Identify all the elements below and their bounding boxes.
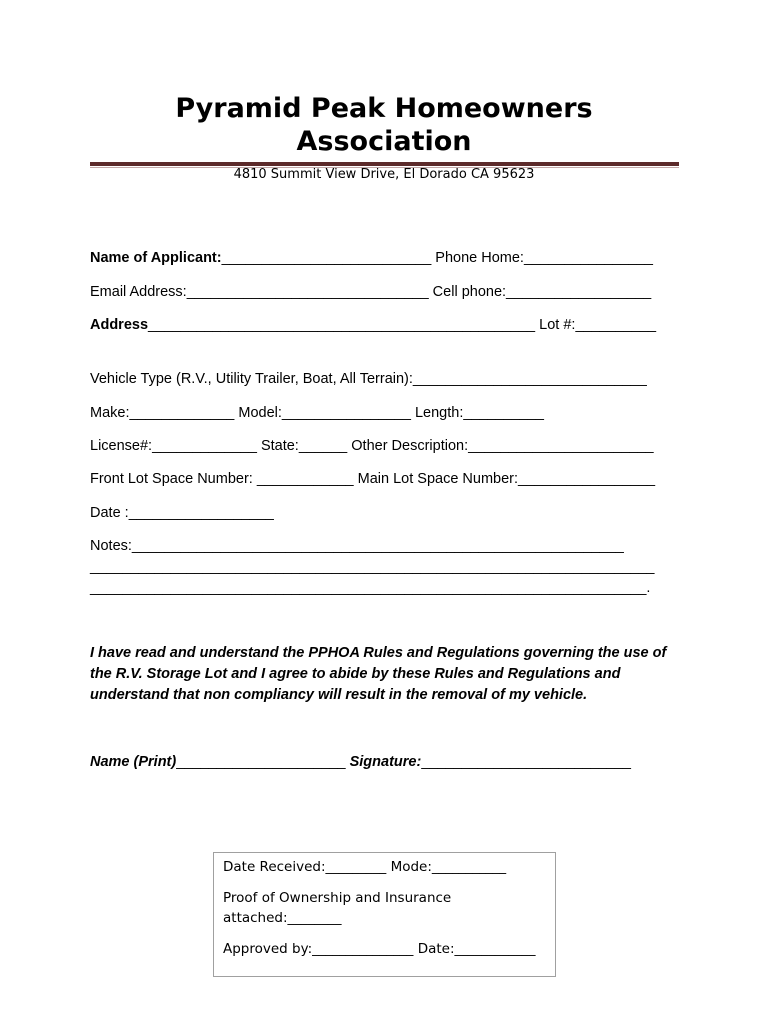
make-model-row	[90, 403, 680, 423]
name-print-label: Name (Print)	[90, 754, 177, 770]
signature-label: Signature:	[345, 754, 422, 770]
cell-phone-field[interactable]: __________________	[506, 284, 652, 300]
vehicle-type-label: Vehicle Type (R.V., Utility Trailer, Boat, All Terrain):	[90, 371, 413, 387]
signoff-row	[90, 752, 680, 772]
date-field[interactable]: __________________	[128, 505, 274, 521]
date-label: Date :	[90, 505, 129, 521]
length-label: Length:	[410, 405, 464, 421]
make-label: Make:	[90, 405, 130, 421]
email-label: Email Address:	[90, 284, 187, 300]
address-row	[90, 315, 680, 336]
state-field[interactable]: ______	[298, 438, 348, 454]
main-lot-label: Main Lot Space Number:	[353, 471, 519, 487]
header-divider	[90, 162, 679, 166]
other-description-label: Other Description:	[347, 438, 469, 454]
approved-by-line[interactable]: Approved by:_______________ Date:____________	[223, 941, 536, 957]
proof-of-ownership-line[interactable]: Proof of Ownership and Insurance attached:________	[223, 890, 452, 926]
address-label: Address	[90, 317, 149, 333]
model-label: Model:	[234, 405, 282, 421]
make-field[interactable]: _____________	[129, 405, 235, 421]
notes-field-line-3[interactable]: _____________________________________________________________________.	[90, 580, 651, 596]
applicant-label: Name of Applicant:	[90, 250, 222, 266]
phone-home-field[interactable]: ________________	[523, 250, 653, 266]
association-address: 4810 Summit View Drive, El Dorado CA 95623	[233, 167, 535, 182]
applicant-row	[90, 248, 680, 268]
rules-declaration: I have read and understand the PPHOA Rules and Regulations governing the use of the R.V. Storage Lot and I agree to abide by these Rules and Regulations and understand that non compliancy will result in the removal of my vehicle.	[90, 645, 667, 703]
state-label: State:	[256, 438, 299, 454]
notes-field-line-2[interactable]: ______________________________________________________________________	[90, 559, 655, 575]
lot-label: Lot #:	[535, 317, 576, 333]
signature-field[interactable]: __________________________	[421, 754, 631, 770]
date-row	[90, 503, 680, 523]
page-title	[90, 92, 678, 158]
license-field[interactable]: _____________	[152, 438, 257, 454]
main-lot-field[interactable]: _________________	[518, 471, 656, 487]
front-lot-label: Front Lot Space Number:	[90, 471, 257, 487]
license-row	[90, 436, 680, 456]
notes-field-line-1[interactable]: _____________________________________________________________	[131, 538, 624, 554]
length-field[interactable]: __________	[463, 405, 545, 421]
notes-row	[90, 536, 680, 556]
applicant-field[interactable]: __________________________	[221, 250, 432, 266]
phone-home-label: Phone Home:	[431, 250, 524, 266]
front-lot-field[interactable]: ____________	[256, 471, 354, 487]
vehicle-type-field[interactable]: _____________________________	[412, 371, 647, 387]
lot-field[interactable]: __________	[575, 317, 657, 333]
name-print-field[interactable]: _____________________	[176, 754, 346, 770]
title-line-1: Pyramid Peak Homeowners	[175, 93, 593, 124]
vehicle-type-row	[90, 369, 680, 389]
license-label: License#:	[90, 438, 153, 454]
date-received-line[interactable]: Date Received:_________ Mode:___________	[223, 859, 507, 875]
office-use-box	[213, 852, 556, 977]
title-line-2: Association	[296, 126, 472, 157]
cell-phone-label: Cell phone:	[428, 284, 507, 300]
model-field[interactable]: ________________	[281, 405, 411, 421]
address-field[interactable]: ________________________________________________	[148, 317, 536, 333]
notes-label: Notes:	[90, 538, 132, 554]
lot-space-row	[90, 469, 680, 489]
other-description-field[interactable]: _______________________	[468, 438, 654, 454]
email-field[interactable]: ______________________________	[186, 284, 429, 300]
email-row	[90, 282, 680, 302]
